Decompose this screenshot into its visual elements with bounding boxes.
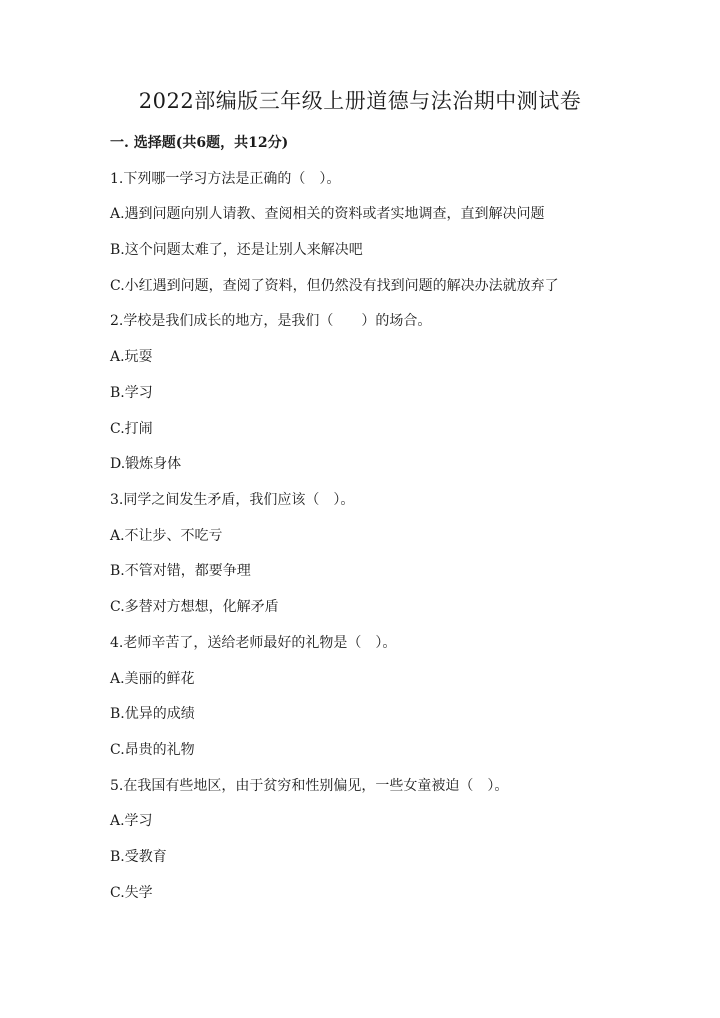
question-stem: 2.学校是我们成长的地方，是我们（ ）的场合。 bbox=[110, 313, 432, 329]
answer-option: B.学习 bbox=[110, 385, 153, 401]
answer-option: B.受教育 bbox=[110, 849, 167, 865]
question-stem: 3.同学之间发生矛盾，我们应该（ ）。 bbox=[110, 492, 355, 508]
answer-option: A.遇到问题向别人请教、查阅相关的资料或者实地调查，直到解决问题 bbox=[110, 206, 545, 222]
question-stem: 4.老师辛苦了，送给老师最好的礼物是（ ）。 bbox=[110, 635, 397, 651]
answer-option: B.这个问题太难了，还是让别人来解决吧 bbox=[110, 242, 363, 258]
answer-option: C.小红遇到问题，查阅了资料，但仍然没有找到问题的解决办法就放弃了 bbox=[110, 278, 559, 294]
answer-option: A.不让步、不吃亏 bbox=[110, 528, 223, 544]
answer-option: B.不管对错，都要争理 bbox=[110, 563, 251, 579]
answer-option: D.锻炼身体 bbox=[110, 456, 182, 472]
answer-option: A.美丽的鲜花 bbox=[110, 671, 195, 687]
answer-option: A.学习 bbox=[110, 813, 153, 829]
answer-option: C.打闹 bbox=[110, 421, 153, 437]
section-heading: 一. 选择题(共6题，共12分) bbox=[110, 135, 289, 151]
question-stem: 5.在我国有些地区，由于贫穷和性别偏见，一些女童被迫（ ）。 bbox=[110, 778, 509, 794]
question-stem: 1.下列哪一学习方法是正确的（ ）。 bbox=[110, 171, 341, 187]
page-title: 2022部编版三年级上册道德与法治期中测试卷 bbox=[138, 89, 582, 113]
answer-option: C.失学 bbox=[110, 885, 153, 901]
answer-option: B.优异的成绩 bbox=[110, 706, 195, 722]
answer-option: C.昂贵的礼物 bbox=[110, 742, 195, 758]
answer-option: A.玩耍 bbox=[110, 349, 153, 365]
answer-option: C.多替对方想想，化解矛盾 bbox=[110, 599, 279, 615]
